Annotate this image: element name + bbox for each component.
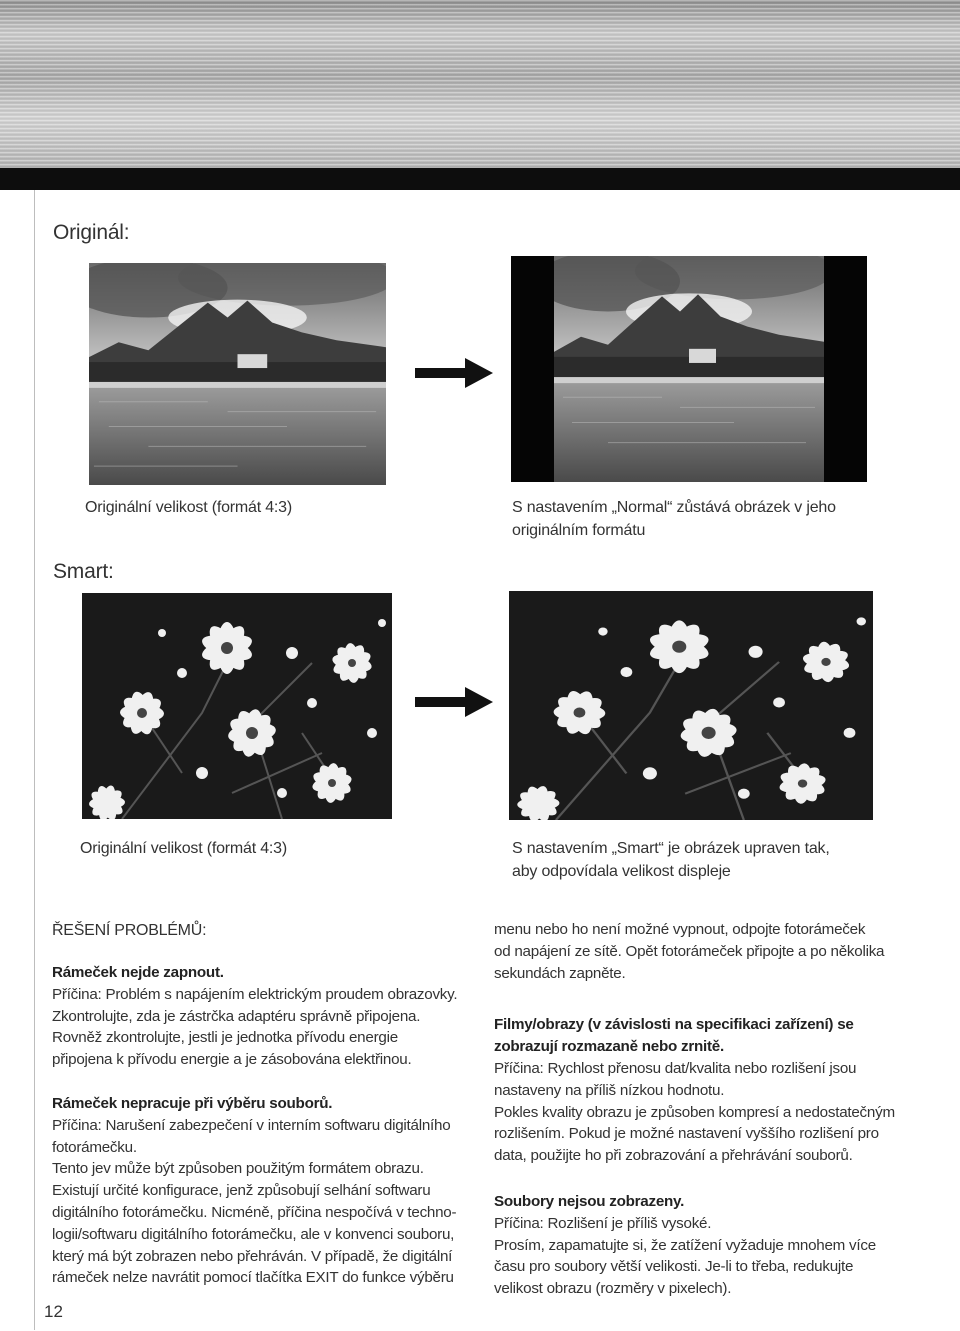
text-line: data, použijte ho při zobrazování a přehrávání souborů. [494, 1147, 853, 1165]
page-number: 12 [44, 1302, 63, 1321]
landscape-photo-normal [511, 256, 867, 482]
white-flowers-photo [82, 593, 392, 819]
text-line: Příčina: Rychlost přenosu dat/kvalita nebo rozlišení jsou [494, 1059, 857, 1077]
section-smart-label: Smart: [53, 560, 114, 583]
flowers-photo-smart [509, 591, 873, 820]
text-line: Zkontrolujte, zda je zástrčka adaptéru správně připojena. [52, 1007, 421, 1025]
caption-normal-right-line2: originálním formátu [512, 522, 646, 539]
caption-smart-right-line1: S nastavením „Smart“ je obrázek upraven tak, [512, 840, 830, 857]
white-flowers-photo-stretched [509, 591, 873, 820]
issue-title-files-not-shown: Soubory nejsou zobrazeny. [494, 1192, 685, 1210]
text-line: digitálního fotorámečku. Nicméně, příčina nespočívá v techno- [52, 1203, 457, 1221]
caption-normal-right-line1: S nastavením „Normal“ zůstává obrázek v jeho [512, 499, 836, 516]
issue-title-blurry-line2: zobrazují rozmazaně nebo zrnitě. [494, 1038, 724, 1056]
landscape-photo-original [89, 263, 386, 485]
text-line: který má být zobrazen nebo přehráván. V případě, že digitální [52, 1247, 453, 1265]
text-line: velikost obrazu (rozměry v pixelech). [494, 1280, 732, 1298]
margin-rule [34, 190, 35, 1330]
caption-smart-right-line2: aby odpovídala velikost displeje [512, 863, 731, 880]
text-line: připojena k přívodu energie a je zásobována elektřinou. [52, 1051, 412, 1069]
text-line: času pro soubory větší velikosti. Je-li to třeba, redukujte [494, 1258, 854, 1276]
text-line: Existují určité konfigurace, jenž způsobují selhání softwaru [52, 1182, 431, 1200]
spacer [52, 1071, 472, 1093]
text-line: Rovněž zkontrolujte, jestli je jednotka přívodu energie [52, 1029, 398, 1047]
text-line: od napájení ze sítě. Opět fotorámeček připojte a po několika [494, 942, 885, 960]
text-line: menu nebo ho není možné vypnout, odpojte fotorámeček [494, 921, 866, 938]
text-line: Příčina: Problém s napájením elektrickým proudem obrazovky. [52, 985, 458, 1003]
caption-smart-left: Originální velikost (formát 4:3) [80, 840, 288, 857]
header-rule [0, 168, 960, 190]
text-line: Pokles kvality obrazu je způsoben kompresí a nedostatečným [494, 1103, 895, 1121]
troubleshooting-left-column [52, 962, 472, 1289]
section-original-label: Originál: [53, 221, 130, 244]
issue-title-file-select: Rámeček nepracuje při výběru souborů. [52, 1094, 333, 1112]
troubleshooting-heading: ŘEŠENÍ PROBLÉMŮ: [52, 922, 207, 939]
text-line: Příčina: Narušení zabezpečení v interním softwaru digitálního [52, 1116, 451, 1134]
issue-title-blurry-line1: Filmy/obrazy (v závislosti na specifikaci zařízení) se [494, 1016, 854, 1034]
text-line: sekundách zapněte. [494, 964, 626, 982]
right-arrow-icon [415, 358, 493, 388]
flowers-photo-original [82, 593, 392, 819]
spacer [494, 984, 924, 1014]
text-line: rámeček nelze navrátit pomocí tlačítka EXIT do funkce výběru [52, 1269, 454, 1287]
text-line: rozlišením. Pokud je možné nastavení vyššího rozlišení pro [494, 1125, 879, 1143]
text-line: Prosím, zapamatujte si, že zatížení vyžaduje mnohem více [494, 1236, 876, 1254]
text-line: Příčina: Rozlišení je příliš vysoké. [494, 1214, 712, 1232]
lake-landscape-photo-scaled [554, 256, 824, 482]
text-line: Tento jev může být způsoben použitým formátem obrazu. [52, 1160, 424, 1178]
lake-landscape-photo [89, 263, 386, 485]
right-arrow-icon [415, 687, 493, 717]
caption-original-left: Originální velikost (formát 4:3) [85, 499, 293, 516]
issue-title-no-power: Rámeček nejde zapnout. [52, 964, 224, 981]
text-line: fotorámečku. [52, 1138, 137, 1156]
spacer [494, 1167, 924, 1191]
troubleshooting-right-column [494, 919, 924, 1300]
text-line: logii/softwaru digitálního fotorámečku, ale v konvenci souboru, [52, 1225, 455, 1243]
text-line: nastaveny na příliš nízkou hodnotu. [494, 1081, 725, 1099]
header-band [0, 0, 960, 168]
